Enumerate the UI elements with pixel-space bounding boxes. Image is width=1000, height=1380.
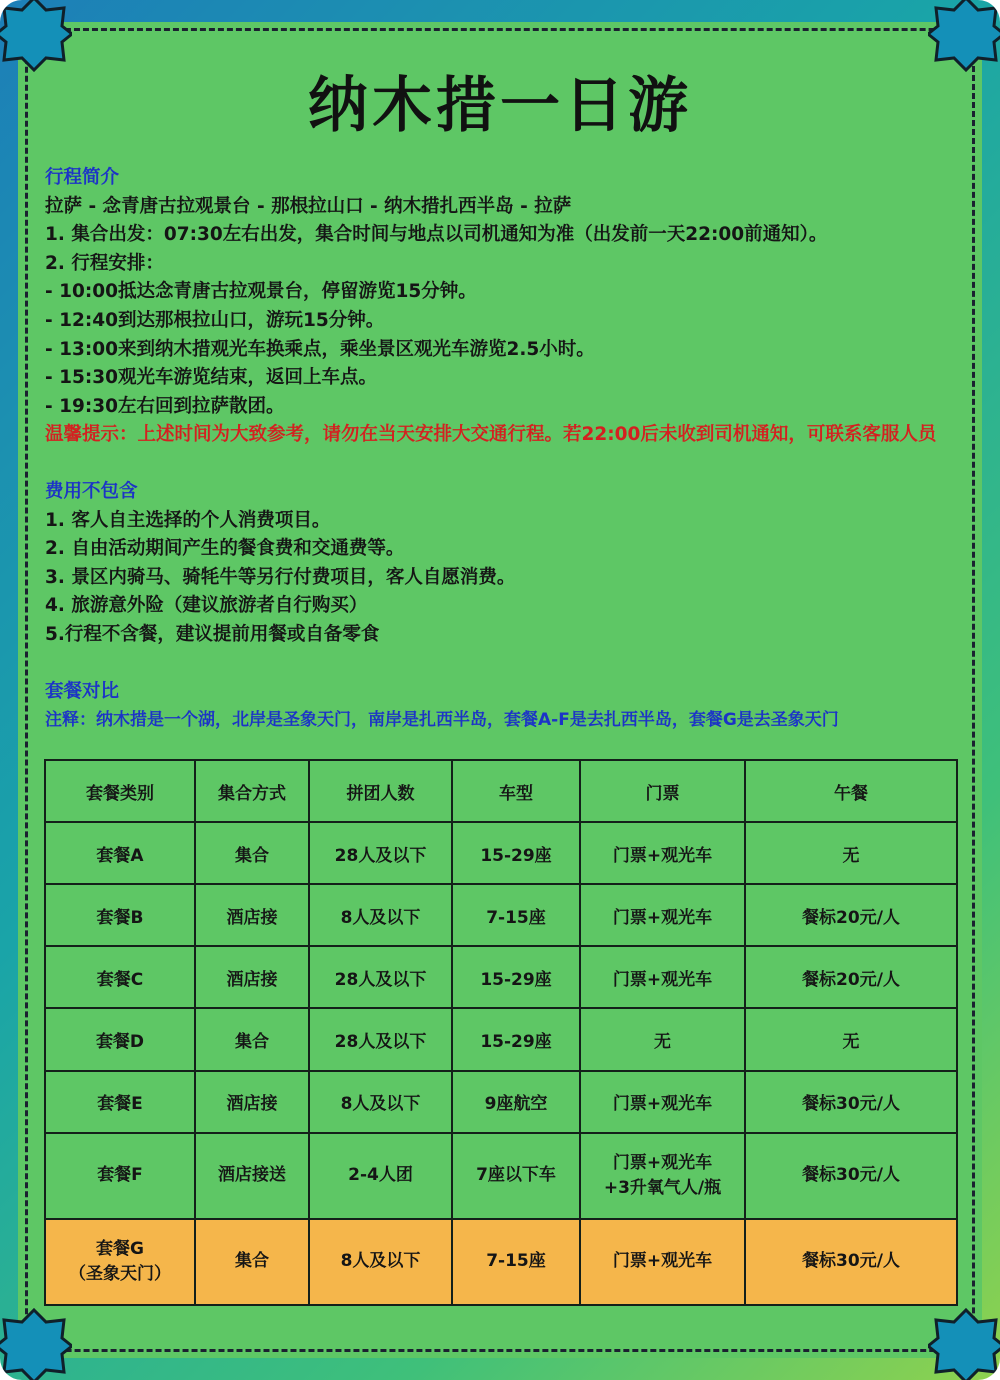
intro-line: - 13:00来到纳木措观光车换乘点，乘坐景区观光车游览2.5小时。 [45, 338, 595, 360]
page-title: 纳木措一日游 [308, 71, 692, 141]
table-cell: 15-29座 [452, 946, 580, 1008]
section-heading-excluded: 费用不包含 [45, 480, 138, 502]
table-cell: 套餐D [45, 1008, 195, 1070]
table-cell: 餐标30元/人 [745, 1219, 957, 1305]
table-cell: 门票+观光车 +3升氧气人/瓶 [580, 1133, 745, 1219]
intro-line: - 15:30观光车游览结束，返回上车点。 [45, 367, 378, 389]
table-row [45, 822, 957, 884]
table-cell: 餐标20元/人 [745, 946, 957, 1008]
table-cell: 套餐G （圣象天门） [45, 1219, 195, 1305]
table-cell: 7-15座 [452, 884, 580, 946]
table-cell: 酒店接送 [195, 1133, 309, 1219]
table-cell: 套餐E [45, 1071, 195, 1133]
intro-line: 2. 行程安排： [45, 252, 164, 274]
excluded-item: 5.行程不含餐，建议提前用餐或自备零食 [45, 623, 380, 645]
table-cell: 集合 [195, 822, 309, 884]
table-cell: 8人及以下 [309, 1071, 452, 1133]
section-heading-intro: 行程简介 [45, 167, 120, 188]
table-row [45, 1008, 957, 1070]
intro-line: - 10:00抵达念青唐古拉观景台，停留游览15分钟。 [45, 281, 477, 303]
table-cell: 8人及以下 [309, 1219, 452, 1305]
table-cell: 酒店接 [195, 946, 309, 1008]
table-cell: 7-15座 [452, 1219, 580, 1305]
table-cell: 集合 [195, 1219, 309, 1305]
corner-badge-icon [0, 1308, 72, 1380]
packages-note: 注释：纳木措是一个湖，北岸是圣象天门，南岸是扎西半岛，套餐A-F是去扎西半岛，套餐G是去圣象天门 [45, 710, 839, 731]
table-cell: 无 [745, 1008, 957, 1070]
route-line: 拉萨 - 念青唐古拉观景台 - 那根拉山口 - 纳木措扎西半岛 - 拉萨 [45, 195, 572, 217]
warning-text: 温馨提示：上述时间为大致参考，请勿在当天安排大交通行程。若22:00后未收到司机通知，可联系客服人员 [45, 424, 937, 446]
table-cell: 套餐A [45, 822, 195, 884]
intro-line: - 12:40到达那根拉山口，游玩15分钟。 [45, 309, 385, 331]
table-cell: 2-4人团 [309, 1133, 452, 1219]
table-cell: 9座航空 [452, 1071, 580, 1133]
excluded-item: 2. 自由活动期间产生的餐食费和交通费等。 [45, 538, 405, 560]
table-row [45, 1071, 957, 1133]
itinerary-content [45, 164, 965, 735]
intro-line: - 19:30左右回到拉萨散团。 [45, 395, 285, 417]
table-cell: 套餐B [45, 884, 195, 946]
table-cell: 7座以下车 [452, 1133, 580, 1219]
table-cell: 餐标30元/人 [745, 1071, 957, 1133]
table-cell: 餐标30元/人 [745, 1133, 957, 1219]
table-cell: 门票+观光车 [580, 1219, 745, 1305]
table-cell: 餐标20元/人 [745, 884, 957, 946]
column-header: 集合方式 [195, 760, 309, 822]
table-header-row [45, 760, 957, 822]
section-heading-packages: 套餐对比 [45, 680, 120, 702]
table-cell: 套餐C [45, 946, 195, 1008]
excluded-item: 4. 旅游意外险（建议旅游者自行购买） [45, 595, 368, 617]
column-header: 拼团人数 [309, 760, 452, 822]
corner-badge-icon [928, 1308, 1000, 1380]
table-cell: 集合 [195, 1008, 309, 1070]
table-cell: 酒店接 [195, 884, 309, 946]
excluded-item: 1. 客人自主选择的个人消费项目。 [45, 509, 331, 531]
table-cell: 无 [580, 1008, 745, 1070]
table-cell: 酒店接 [195, 1071, 309, 1133]
table-cell: 门票+观光车 [580, 1071, 745, 1133]
column-header: 车型 [452, 760, 580, 822]
table-cell: 无 [745, 822, 957, 884]
table-cell: 28人及以下 [309, 946, 452, 1008]
table-row [45, 1133, 957, 1219]
table-cell: 门票+观光车 [580, 822, 745, 884]
table-cell: 15-29座 [452, 1008, 580, 1070]
table-cell: 门票+观光车 [580, 946, 745, 1008]
excluded-item: 3. 景区内骑马、骑牦牛等另行付费项目，客人自愿消费。 [45, 566, 516, 588]
table-cell: 8人及以下 [309, 884, 452, 946]
column-header: 门票 [580, 760, 745, 822]
table-cell: 门票+观光车 [580, 884, 745, 946]
intro-line: 1. 集合出发：07:30左右出发，集合时间与地点以司机通知为准（出发前一天22:00前通知）。 [45, 224, 828, 246]
table-cell: 15-29座 [452, 822, 580, 884]
column-header: 套餐类别 [45, 760, 195, 822]
package-comparison-table [44, 759, 958, 1306]
table-row-highlighted [45, 1219, 957, 1305]
table-cell: 套餐F [45, 1133, 195, 1219]
table-cell: 28人及以下 [309, 1008, 452, 1070]
column-header: 午餐 [745, 760, 957, 822]
table-row [45, 946, 957, 1008]
table-row [45, 884, 957, 946]
table-cell: 28人及以下 [309, 822, 452, 884]
